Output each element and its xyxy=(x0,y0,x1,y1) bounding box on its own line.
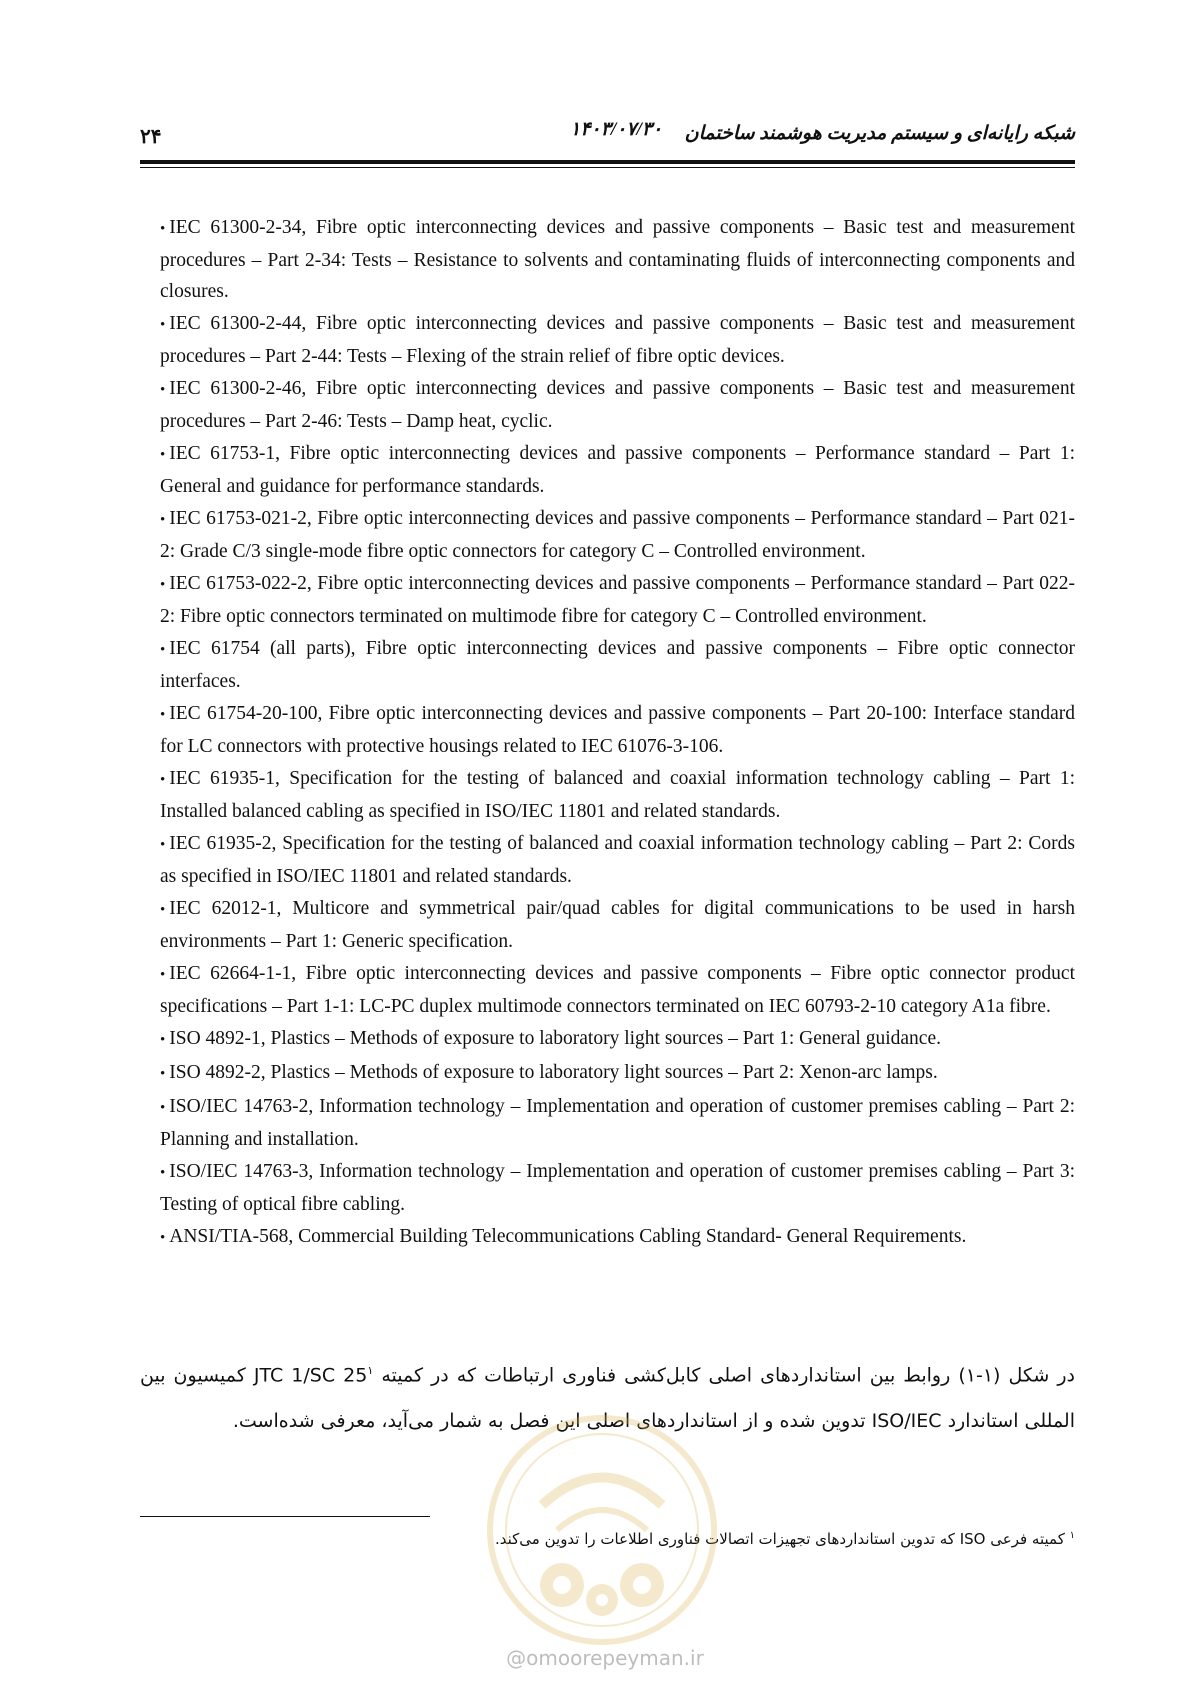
reference-item xyxy=(160,438,1075,502)
paragraph-text-2: کمیسیون بین المللی استاندارد ISO/IEC تدوین شده و از استانداردهای اصلی این فصل به شمار می‌آید، معرفی شده‌است. xyxy=(140,1364,1075,1433)
bullet-icon: • xyxy=(160,967,166,983)
reference-item xyxy=(160,308,1075,372)
reference-item xyxy=(160,633,1075,697)
bullet-icon: • xyxy=(160,317,166,333)
watermark-seal-icon xyxy=(482,1410,722,1650)
bullet-icon: • xyxy=(160,447,166,463)
bullet-icon: • xyxy=(160,707,166,723)
reference-text: IEC 61300-2-44, Fibre optic interconnecting devices and passive components – Basic test and measurement procedures – Part 2-44: Tests – Flexing of the strain relief of fibre optic devices. xyxy=(160,313,1075,367)
reference-item xyxy=(160,1221,1075,1254)
reference-item xyxy=(160,568,1075,632)
footnote-reference[interactable]: ۱ xyxy=(367,1364,374,1377)
references-list xyxy=(160,212,1075,1255)
reference-text: IEC 61935-1, Specification for the testing of balanced and coaxial information technology cabling – Part 1: Installed balanced cabling as specified in ISO/IEC 11801 and related standards. xyxy=(160,768,1075,822)
bullet-icon: • xyxy=(160,772,166,788)
bullet-icon: • xyxy=(160,382,166,398)
reference-item xyxy=(160,958,1075,1022)
header-title: شبکه رایانه‌ای و سیستم مدیریت هوشمند ساختمان xyxy=(684,123,1075,144)
reference-item xyxy=(160,893,1075,957)
reference-item xyxy=(160,503,1075,567)
reference-item xyxy=(160,373,1075,437)
reference-text: ISO/IEC 14763-3, Information technology – Implementation and operation of customer premises cabling – Part 3: Testing of optical fibre cabling. xyxy=(160,1161,1075,1215)
bullet-icon: • xyxy=(160,1066,166,1082)
reference-item xyxy=(160,1057,1075,1090)
reference-text: IEC 61753-1, Fibre optic interconnecting devices and passive components – Performance standard – Part 1: General and guidance for performance standards. xyxy=(160,443,1075,497)
bullet-icon: • xyxy=(160,1230,166,1246)
bullet-icon: • xyxy=(160,221,166,237)
page-number: ۲۴ xyxy=(140,126,162,148)
reference-text: ISO 4892-2, Plastics – Methods of exposure to laboratory light sources – Part 2: Xenon-arc lamps. xyxy=(169,1062,938,1083)
reference-text: ISO/IEC 14763-2, Information technology – Implementation and operation of customer premises cabling – Part 2: Planning and installation. xyxy=(160,1096,1075,1150)
reference-item xyxy=(160,1156,1075,1220)
watermark-url: @omoorepeyman.ir xyxy=(506,1646,704,1670)
bullet-icon: • xyxy=(160,642,166,658)
footnote-separator xyxy=(140,1516,430,1517)
reference-item xyxy=(160,763,1075,827)
reference-text: ISO 4892-1, Plastics – Methods of exposure to laboratory light sources – Part 1: General guidance. xyxy=(169,1028,941,1049)
reference-item xyxy=(160,698,1075,762)
reference-text: IEC 62664-1-1, Fibre optic interconnecting devices and passive components – Fibre optic connector product specifications – Part 1-1: LC-PC duplex multimode connectors terminated on IEC 60793-2-10 category A1a fibre. xyxy=(160,963,1075,1017)
reference-item xyxy=(160,1091,1075,1155)
reference-text: IEC 61300-2-46, Fibre optic interconnecting devices and passive components – Basic test and measurement procedures – Part 2-46: Tests – Damp heat, cyclic. xyxy=(160,378,1075,432)
reference-item xyxy=(160,828,1075,892)
bullet-icon: • xyxy=(160,1032,166,1048)
header-date: ۱۴۰۳/۰۷/۳۰ xyxy=(570,119,663,140)
reference-text: ANSI/TIA-568, Commercial Building Telecommunications Cabling Standard- General Requirements. xyxy=(169,1226,967,1247)
reference-text: IEC 61754 (all parts), Fibre optic interconnecting devices and passive components – Fibre optic connector interfaces. xyxy=(160,638,1075,692)
reference-text: IEC 61935-2, Specification for the testing of balanced and coaxial information technology cabling – Part 2: Cords as specified in ISO/IEC 11801 and related standards. xyxy=(160,833,1075,887)
bullet-icon: • xyxy=(160,1165,166,1181)
bullet-icon: • xyxy=(160,837,166,853)
reference-text: IEC 61300-2-34, Fibre optic interconnecting devices and passive components – Basic test and measurement procedures – Part 2-34: Tests – Resistance to solvents and contaminating fluids of interconnecting components and closures. xyxy=(160,217,1075,302)
header-rule-thick xyxy=(140,160,1075,164)
header-rule-thin xyxy=(140,167,1075,168)
paragraph-text-1: در شکل (۱-۱) روابط بین استانداردهای اصلی کابل‌کشی فناوری ارتباطات که در کمیته JTC 1/SC 25 xyxy=(253,1364,1076,1387)
reference-item xyxy=(160,212,1075,307)
reference-text: IEC 62012-1, Multicore and symmetrical pair/quad cables for digital communications to be used in harsh environments – Part 1: Generic specification. xyxy=(160,898,1075,952)
reference-text: IEC 61753-021-2, Fibre optic interconnecting devices and passive components – Performance standard – Part 021-2: Grade C/3 single-mode fibre optic connectors for category C – Controlled environment. xyxy=(160,508,1075,562)
bullet-icon: • xyxy=(160,577,166,593)
footnote-text: کمیته فرعی ISO که تدوین استانداردهای تجهیزات اتصالات فناوری اطلاعات را تدوین می‌کند. xyxy=(494,1530,1070,1548)
bullet-icon: • xyxy=(160,1100,166,1116)
footnote-mark: ۱ xyxy=(1069,1530,1075,1541)
bullet-icon: • xyxy=(160,512,166,528)
page-header xyxy=(140,116,1075,156)
reference-item xyxy=(160,1023,1075,1056)
bullet-icon: • xyxy=(160,902,166,918)
reference-text: IEC 61754-20-100, Fibre optic interconnecting devices and passive components – Part 20-100: Interface standard for LC connectors with protective housings related to IEC 61076-3-106. xyxy=(160,703,1075,757)
reference-text: IEC 61753-022-2, Fibre optic interconnecting devices and passive components – Performance standard – Part 022-2: Fibre optic connectors terminated on multimode fibre for category C – Controlled environment. xyxy=(160,573,1075,627)
